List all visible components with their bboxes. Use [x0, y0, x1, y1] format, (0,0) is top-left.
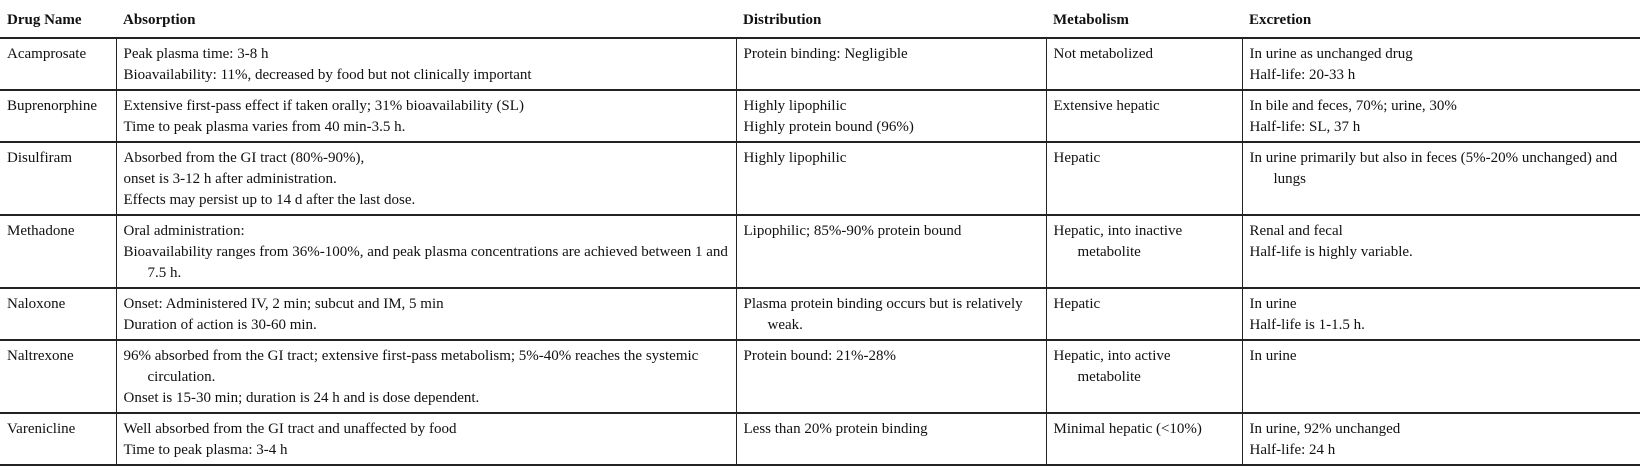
- cell-drug: Buprenorphine: [0, 90, 116, 142]
- metabolism-line: Hepatic: [1053, 296, 1101, 312]
- excretion-line: In urine primarily but also in feces (5%-20% unchanged) and lungs: [1249, 150, 1618, 187]
- header-absorption: Absorption: [123, 11, 196, 28]
- cell-absorption: [116, 142, 736, 215]
- absorption-line: Extensive first-pass effect if taken orally; 31% bioavailability (SL): [123, 98, 524, 114]
- table-row: [0, 288, 1640, 340]
- absorption-line: Effects may persist up to 14 d after the last dose.: [123, 192, 416, 208]
- cell-excretion: [1242, 215, 1640, 288]
- cell-excretion: [1242, 288, 1640, 340]
- metabolism-line: Minimal hepatic (<10%): [1053, 421, 1202, 437]
- cell-drug: Methadone: [0, 215, 116, 288]
- absorption-line: Oral administration:: [123, 223, 245, 239]
- cell-absorption: [116, 38, 736, 90]
- cell-absorption: [116, 340, 736, 413]
- cell-drug: Acamprosate: [0, 38, 116, 90]
- metabolism-line: Not metabolized: [1053, 46, 1154, 62]
- header-metabolism: Metabolism: [1053, 11, 1129, 28]
- cell-distribution: [736, 215, 1046, 288]
- cell-drug: Naltrexone: [0, 340, 116, 413]
- distribution-line: Less than 20% protein binding: [743, 421, 928, 437]
- excretion-line: In urine: [1249, 348, 1297, 364]
- cell-distribution: [736, 288, 1046, 340]
- metabolism-line: Extensive hepatic: [1053, 98, 1160, 114]
- absorption-line: Duration of action is 30-60 min.: [123, 317, 317, 333]
- absorption-line: Onset is 15-30 min; duration is 24 h and is dose dependent.: [123, 390, 480, 406]
- excretion-line: Half-life: SL, 37 h: [1249, 119, 1361, 135]
- cell-metabolism: [1046, 90, 1242, 142]
- header-row: [0, 0, 1640, 38]
- absorption-line: Bioavailability ranges from 36%-100%, and peak plasma concentrations are achieved between 1 and 7.5 h.: [123, 244, 728, 281]
- cell-metabolism: [1046, 142, 1242, 215]
- excretion-line: In urine, 92% unchanged: [1249, 421, 1401, 437]
- distribution-line: Protein bound: 21%-28%: [743, 348, 896, 364]
- absorption-line: Well absorbed from the GI tract and unaffected by food: [123, 421, 457, 437]
- cell-absorption: [116, 288, 736, 340]
- distribution-line: Highly lipophilic: [743, 150, 847, 166]
- absorption-line: Peak plasma time: 3-8 h: [123, 46, 269, 62]
- cell-excretion: [1242, 38, 1640, 90]
- absorption-line: onset is 3-12 h after administration.: [123, 171, 337, 187]
- excretion-line: Renal and fecal: [1249, 223, 1343, 239]
- cell-absorption: [116, 215, 736, 288]
- table-row: [0, 142, 1640, 215]
- distribution-line: Highly lipophilic: [743, 98, 847, 114]
- cell-metabolism: [1046, 38, 1242, 90]
- excretion-line: Half-life: 20-33 h: [1249, 67, 1356, 83]
- excretion-line: Half-life: 24 h: [1249, 442, 1336, 458]
- cell-metabolism: [1046, 288, 1242, 340]
- cell-metabolism: [1046, 413, 1242, 465]
- cell-metabolism: [1046, 340, 1242, 413]
- absorption-line: Time to peak plasma: 3-4 h: [123, 442, 288, 458]
- cell-distribution: [736, 90, 1046, 142]
- excretion-line: In bile and feces, 70%; urine, 30%: [1249, 98, 1457, 114]
- cell-drug: Naloxone: [0, 288, 116, 340]
- distribution-line: Protein binding: Negligible: [743, 46, 908, 62]
- table-body: [0, 38, 1640, 465]
- cell-absorption: [116, 90, 736, 142]
- header-excretion: Excretion: [1249, 11, 1312, 28]
- cell-excretion: [1242, 142, 1640, 215]
- distribution-line: Highly protein bound (96%): [743, 119, 914, 135]
- cell-distribution: [736, 142, 1046, 215]
- cell-distribution: [736, 340, 1046, 413]
- cell-metabolism: [1046, 215, 1242, 288]
- distribution-line: Plasma protein binding occurs but is relatively weak.: [743, 296, 1023, 333]
- header-drug-name: Drug Name: [7, 11, 82, 28]
- cell-drug: Disulfiram: [0, 142, 116, 215]
- cell-drug: Varenicline: [0, 413, 116, 465]
- cell-distribution: [736, 413, 1046, 465]
- excretion-line: In urine as unchanged drug: [1249, 46, 1413, 62]
- cell-excretion: [1242, 413, 1640, 465]
- cell-excretion: [1242, 90, 1640, 142]
- excretion-line: In urine: [1249, 296, 1297, 312]
- absorption-line: Bioavailability: 11%, decreased by food but not clinically important: [123, 67, 532, 83]
- excretion-line: Half-life is 1-1.5 h.: [1249, 317, 1365, 333]
- excretion-line: Half-life is highly variable.: [1249, 244, 1413, 260]
- absorption-line: Time to peak plasma varies from 40 min-3.5 h.: [123, 119, 406, 135]
- distribution-line: Lipophilic; 85%-90% protein bound: [743, 223, 962, 239]
- table-row: [0, 90, 1640, 142]
- absorption-line: Onset: Administered IV, 2 min; subcut and IM, 5 min: [123, 296, 444, 312]
- metabolism-line: Hepatic, into inactive metabolite: [1053, 223, 1183, 260]
- absorption-line: 96% absorbed from the GI tract; extensive first-pass metabolism; 5%-40% reaches the systemic circulation.: [123, 348, 699, 385]
- header-distribution: Distribution: [743, 11, 822, 28]
- cell-distribution: [736, 38, 1046, 90]
- cell-absorption: [116, 413, 736, 465]
- table-row: [0, 215, 1640, 288]
- absorption-line: Absorbed from the GI tract (80%-90%),: [123, 150, 365, 166]
- cell-excretion: [1242, 340, 1640, 413]
- table-row: [0, 340, 1640, 413]
- metabolism-line: Hepatic, into active metabolite: [1053, 348, 1171, 385]
- table-row: [0, 413, 1640, 465]
- table-row: [0, 38, 1640, 90]
- metabolism-line: Hepatic: [1053, 150, 1101, 166]
